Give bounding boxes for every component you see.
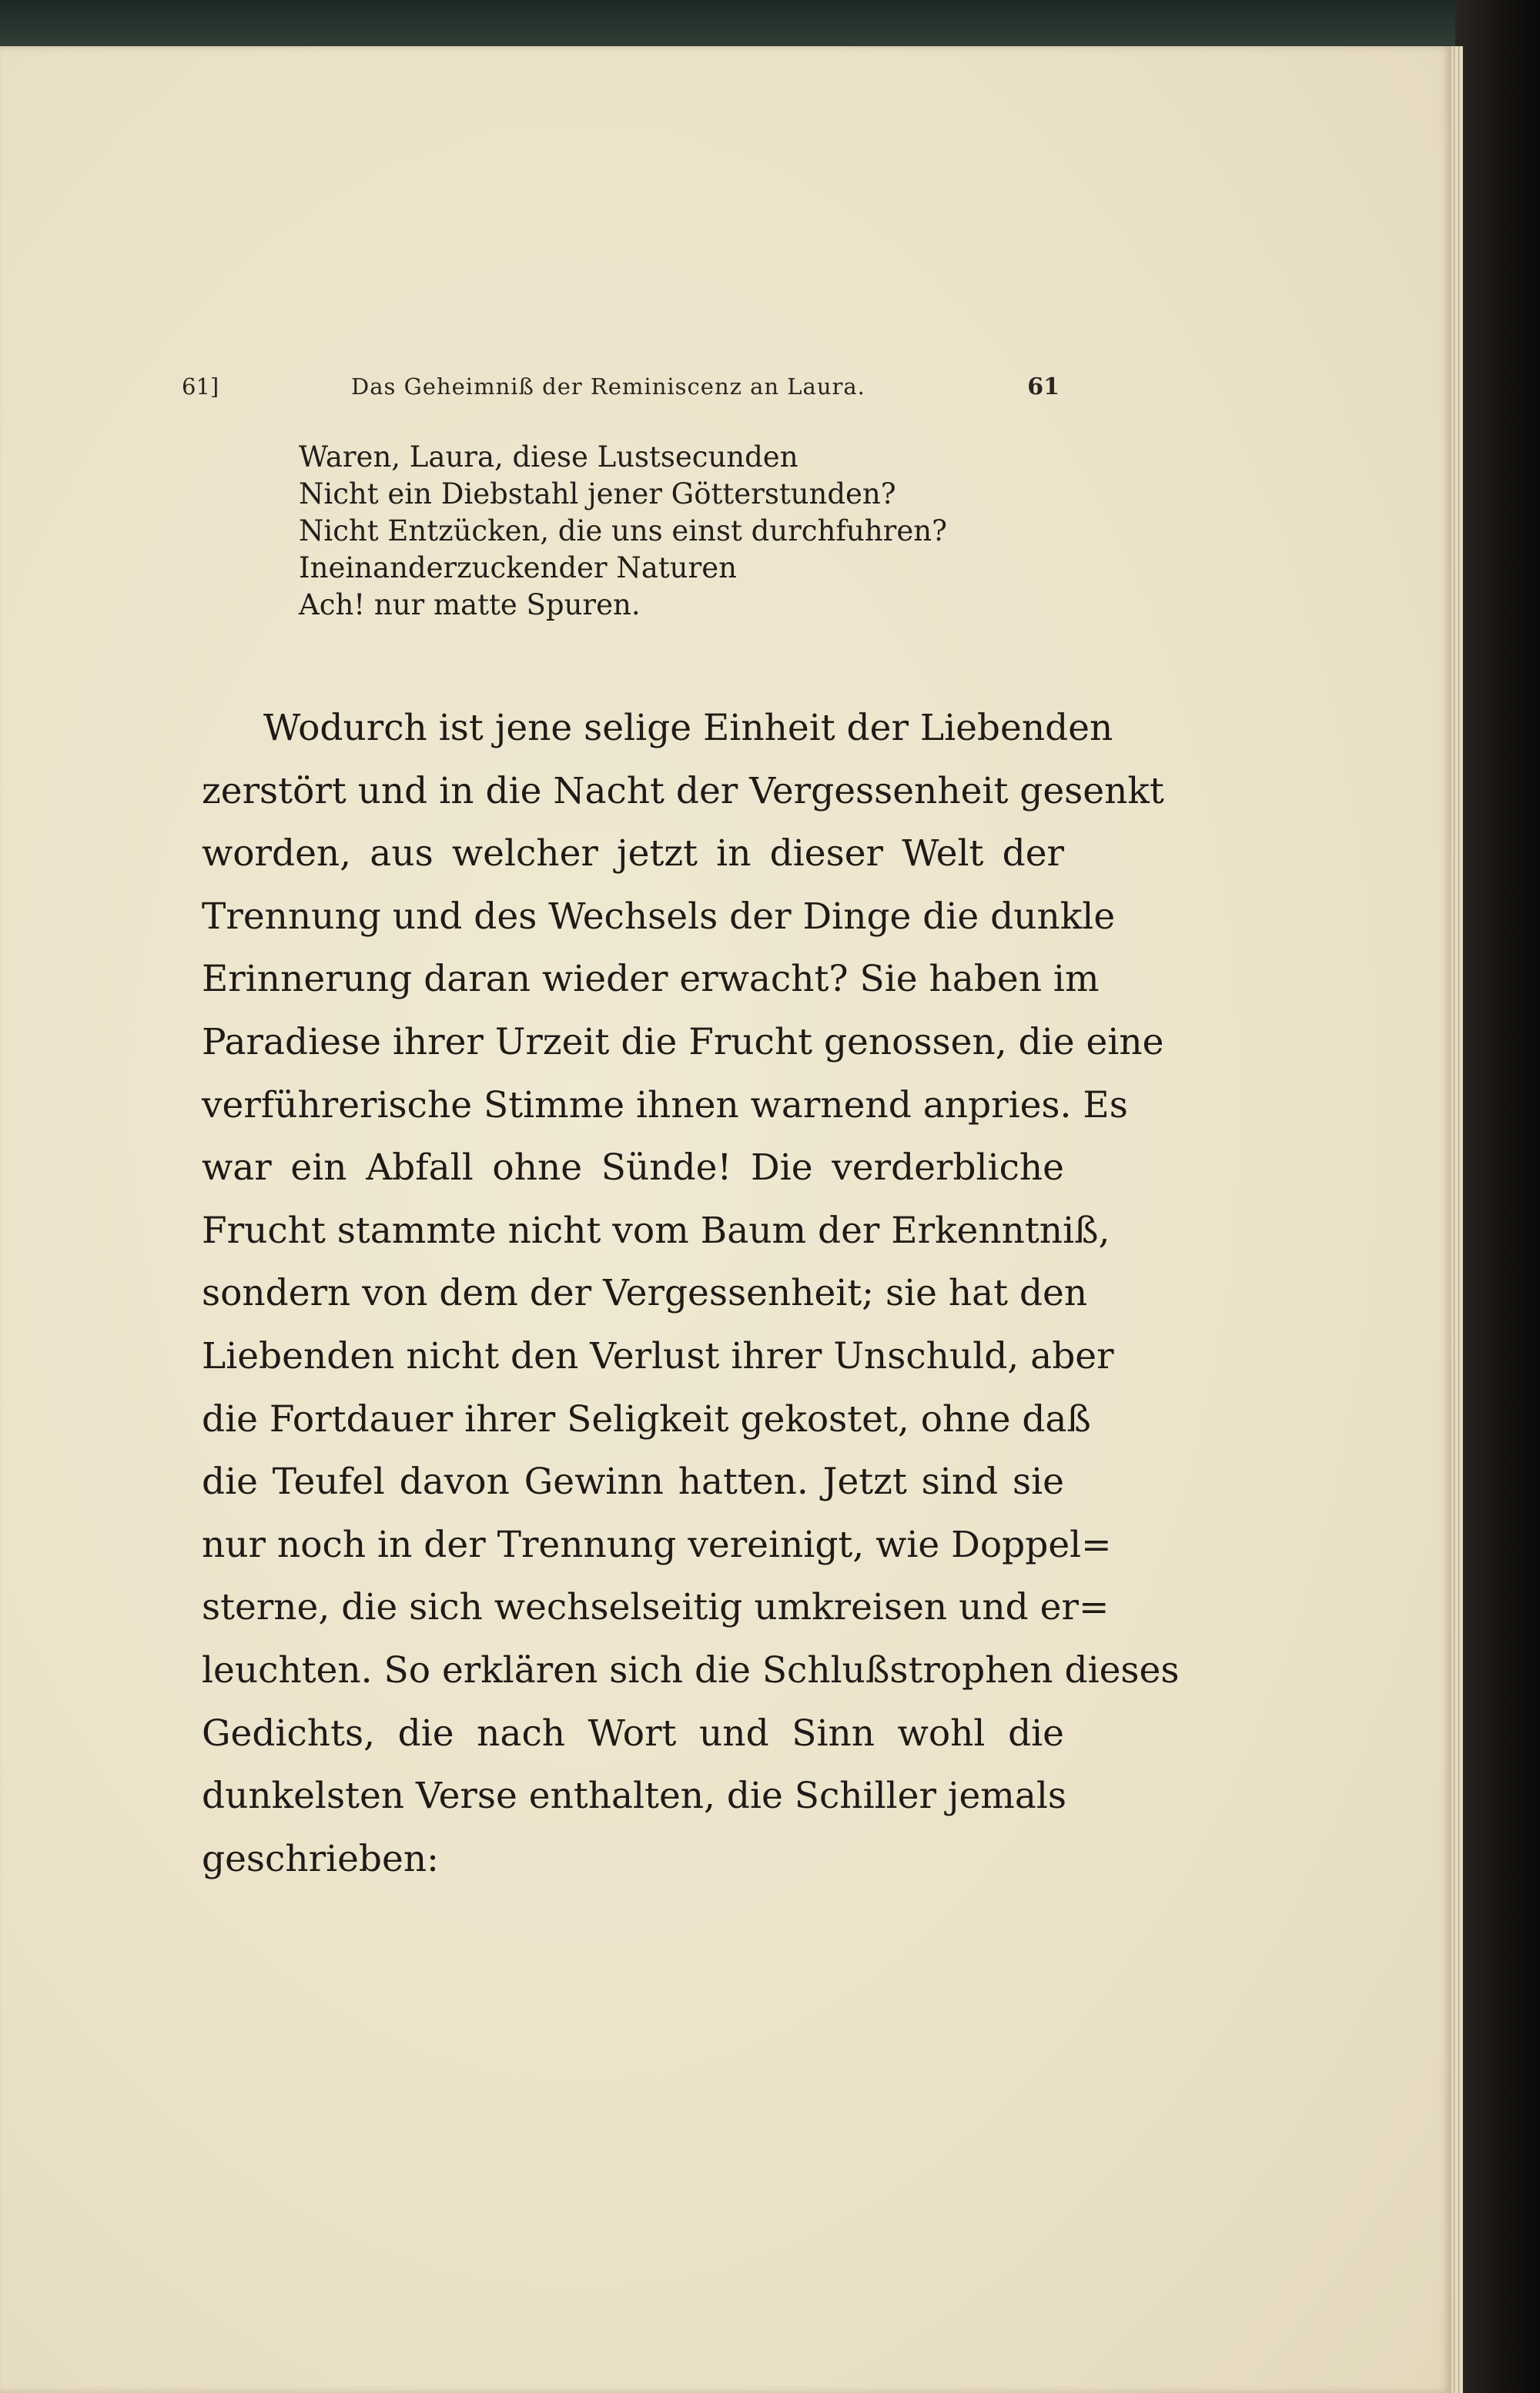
verse-line: Waren, Laura, diese Lustsecunden — [299, 440, 798, 474]
prose-line: sondern von dem der Vergessenheit; sie hat den — [202, 1272, 1088, 1315]
prose-line: zerstört und in die Nacht der Vergessenheit gesenkt — [202, 769, 1164, 812]
book-cover-right — [1455, 0, 1540, 2393]
prose-line: die Teufel davon Gewinn hatten. Jetzt sind sie — [202, 1461, 1064, 1504]
prose-line: Wodurch ist jene selige Einheit der Liebenden — [263, 707, 1113, 749]
prose-line: Liebenden nicht den Verlust ihrer Unschuld, aber — [202, 1334, 1114, 1377]
verse-line: Ineinanderzuckender Naturen — [299, 551, 737, 584]
prose-line: Frucht stammte nicht vom Baum der Erkenntniß, — [202, 1209, 1110, 1252]
prose-line: verführerische Stimme ihnen warnend anpries. Es — [202, 1083, 1128, 1126]
verse-line: Nicht Entzücken, die uns einst durchfuhren? — [299, 514, 947, 547]
prose-line: dunkelsten Verse enthalten, die Schiller jemals — [202, 1775, 1067, 1818]
header-title: Das Geheimniß der Reminiscenz an Laura. — [351, 373, 865, 400]
verse-line: Nicht ein Diebstahl jener Götterstunden? — [299, 477, 896, 510]
prose-line: die Fortdauer ihrer Seligkeit gekostet, ohne daß — [202, 1397, 1091, 1441]
verse-block — [299, 439, 1069, 624]
prose-line: leuchten. So erklären sich die Schlußstrophen dieses — [202, 1648, 1180, 1692]
prose-line: sterne, die sich wechselseitig umkreisen und er= — [202, 1586, 1110, 1629]
page-number: 61 — [1027, 373, 1060, 400]
prose-line: war ein Abfall ohne Sünde! Die verderbliche — [202, 1146, 1064, 1190]
prose-line: Paradiese ihrer Urzeit die Frucht genossen, die eine — [202, 1020, 1164, 1063]
header-left-page-marker: 61] — [182, 373, 219, 400]
prose-line: Trennung und des Wechsels der Dinge die dunkle — [202, 895, 1116, 938]
prose-line: Gedichts, die nach Wort und Sinn wohl die — [202, 1712, 1064, 1755]
prose-paragraph — [202, 697, 1180, 1890]
verse-line: Ach! nur matte Spuren. — [299, 588, 641, 621]
prose-line: worden, aus welcher jetzt in dieser Welt der — [202, 832, 1064, 875]
prose-line: nur noch in der Trennung vereinigt, wie Doppel= — [202, 1523, 1112, 1566]
prose-line: geschrieben: — [202, 1837, 439, 1880]
prose-line: Erinnerung daran wieder erwacht? Sie haben im — [202, 958, 1100, 1001]
